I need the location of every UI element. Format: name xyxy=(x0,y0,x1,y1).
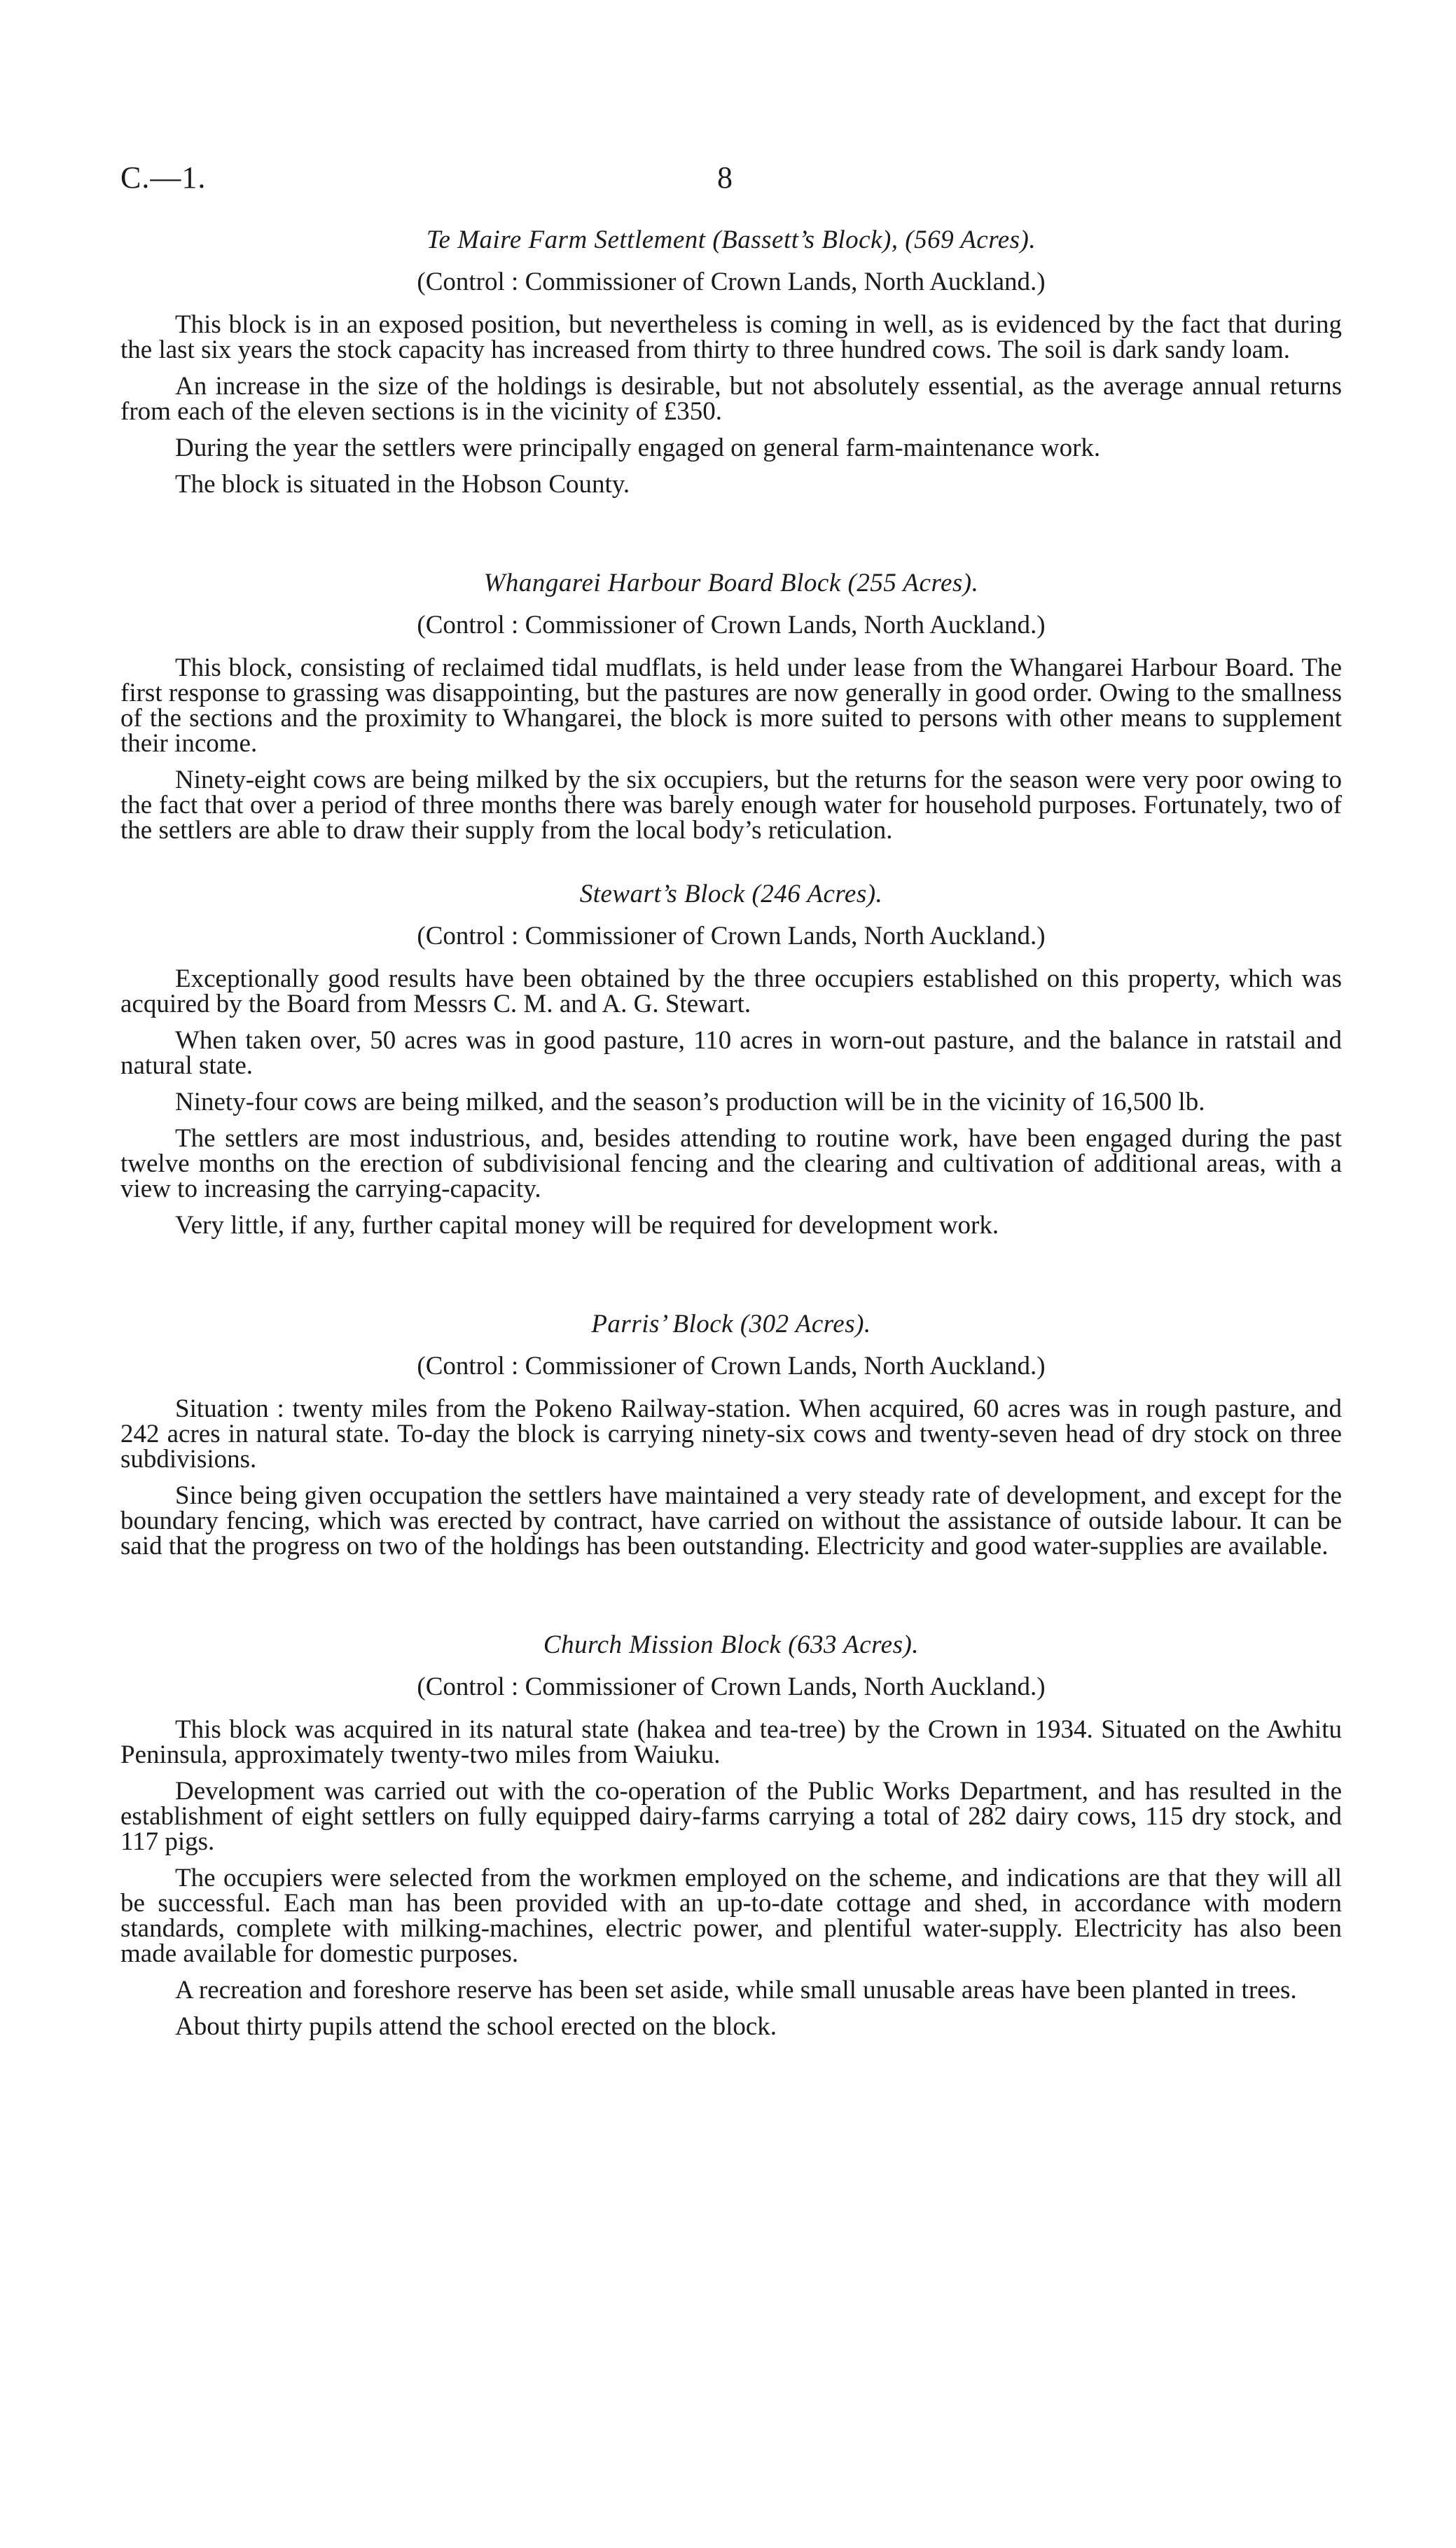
paragraph: Exceptionally good results have been obtained by the three occupiers established on this property, which was acquired by the Board from Messrs C. M. and A. G. Stewart. xyxy=(120,964,1342,1018)
section-control-note: (Control : Commissioner of Crown Lands, North Auckland.) xyxy=(417,922,1046,950)
page-header xyxy=(120,160,1342,202)
section-title: Whangarei Harbour Board Block (255 Acres). xyxy=(483,569,979,597)
paragraph: The block is situated in the Hobson County. xyxy=(175,470,630,499)
paragraph: An increase in the size of the holdings is desirable, but not absolutely essential, as the average annual returns from each of the eleven sections is in the vicinity of £350. xyxy=(120,372,1342,426)
page-content xyxy=(120,223,1342,2051)
section-church-mission-block xyxy=(120,1628,1342,2040)
paragraph: A recreation and foreshore reserve has been set aside, while small unusable areas have been planted in trees. xyxy=(175,1976,1297,2005)
section-control-note: (Control : Commissioner of Crown Lands, North Auckland.) xyxy=(417,1673,1046,1701)
paragraph: Since being given occupation the settlers have maintained a very steady rate of development, and except for the boundary fencing, which was erected by contract, have carried on without the assistance of outside labour. It can be said that the progress on two of the holdings has been outstanding. Electricity and good water-supplies are available. xyxy=(120,1481,1342,1560)
section-control-note: (Control : Commissioner of Crown Lands, North Auckland.) xyxy=(417,268,1046,296)
section-whangarei-harbour xyxy=(120,566,1342,843)
section-title: Stewart’s Block (246 Acres). xyxy=(579,880,883,908)
paragraph: Development was carried out with the co-operation of the Public Works Department, and has resulted in the establishment of eight settlers on fully equipped dairy-farms carrying a total of 282 dairy cows, 115 dry stock, and 117 pigs. xyxy=(120,1777,1342,1856)
paragraph: The settlers are most industrious, and, besides attending to routine work, have been engaged during the past twelve months on the erection of subdivisional fencing and the clearing and cultivation of additional areas, with a view to increasing the carrying-capacity. xyxy=(120,1124,1342,1203)
paragraph: Ninety-four cows are being milked, and the season’s production will be in the vicinity of 16,500 lb. xyxy=(175,1088,1205,1116)
section-title: Te Maire Farm Settlement (Bassett’s Block), (569 Acres). xyxy=(426,226,1036,254)
document-reference: C.—1. xyxy=(120,160,207,195)
section-te-maire xyxy=(120,223,1342,497)
section-title: Church Mission Block (633 Acres). xyxy=(543,1630,920,1659)
section-title: Parris’ Block (302 Acres). xyxy=(591,1310,871,1338)
paragraph: When taken over, 50 acres was in good pasture, 110 acres in worn-out pasture, and the balance in ratstail and natural state. xyxy=(120,1026,1342,1080)
paragraph: Situation : twenty miles from the Pokeno Railway-station. When acquired, 60 acres was in rough pasture, and 242 acres in natural state. To-day the block is carrying ninety-six cows and twenty-seven head of dry stock on three subdivisions. xyxy=(120,1394,1342,1474)
paragraph: The occupiers were selected from the workmen employed on the scheme, and indications are that they will all be successful. Each man has been provided with an up-to-date cottage and shed, in accordance with modern standards, complete with milking-machines, electric power, and plentiful water-supply. Electricity has also been made available for domestic purposes. xyxy=(120,1864,1342,1968)
section-stewarts-block xyxy=(120,877,1342,1238)
paragraph: About thirty pupils attend the school erected on the block. xyxy=(175,2012,777,2041)
section-parris-block xyxy=(120,1307,1342,1559)
paragraph: During the year the settlers were principally engaged on general farm-maintenance work. xyxy=(175,434,1101,462)
paragraph: Very little, if any, further capital money will be required for development work. xyxy=(175,1211,999,1240)
section-control-note: (Control : Commissioner of Crown Lands, North Auckland.) xyxy=(417,611,1046,639)
paragraph: This block was acquired in its natural state (hakea and tea-tree) by the Crown in 1934. Situated on the Awhitu Peninsula, approximately twenty-two miles from Waiuku. xyxy=(120,1715,1342,1769)
section-control-note: (Control : Commissioner of Crown Lands, North Auckland.) xyxy=(417,1352,1046,1380)
paragraph: This block, consisting of reclaimed tidal mudflats, is held under lease from the Whangarei Harbour Board. The first response to grassing was disappointing, but the pastures are now generally in good order. Owing to the smallness of the sections and the proximity to Whangarei, the block is more suited to persons with other means to supplement their income. xyxy=(120,653,1342,758)
page-number: 8 xyxy=(717,160,733,195)
paragraph: This block is in an exposed position, but nevertheless is coming in well, as is evidenced by the fact that during the last six years the stock capacity has increased from thirty to three hundred cows. The soil is dark sandy loam. xyxy=(120,310,1342,364)
paragraph: Ninety-eight cows are being milked by the six occupiers, but the returns for the season were very poor owing to the fact that over a period of three months there was barely enough water for household purposes. Fortunately, two of the settlers are able to draw their supply from the local body’s reticulation. xyxy=(120,766,1342,845)
